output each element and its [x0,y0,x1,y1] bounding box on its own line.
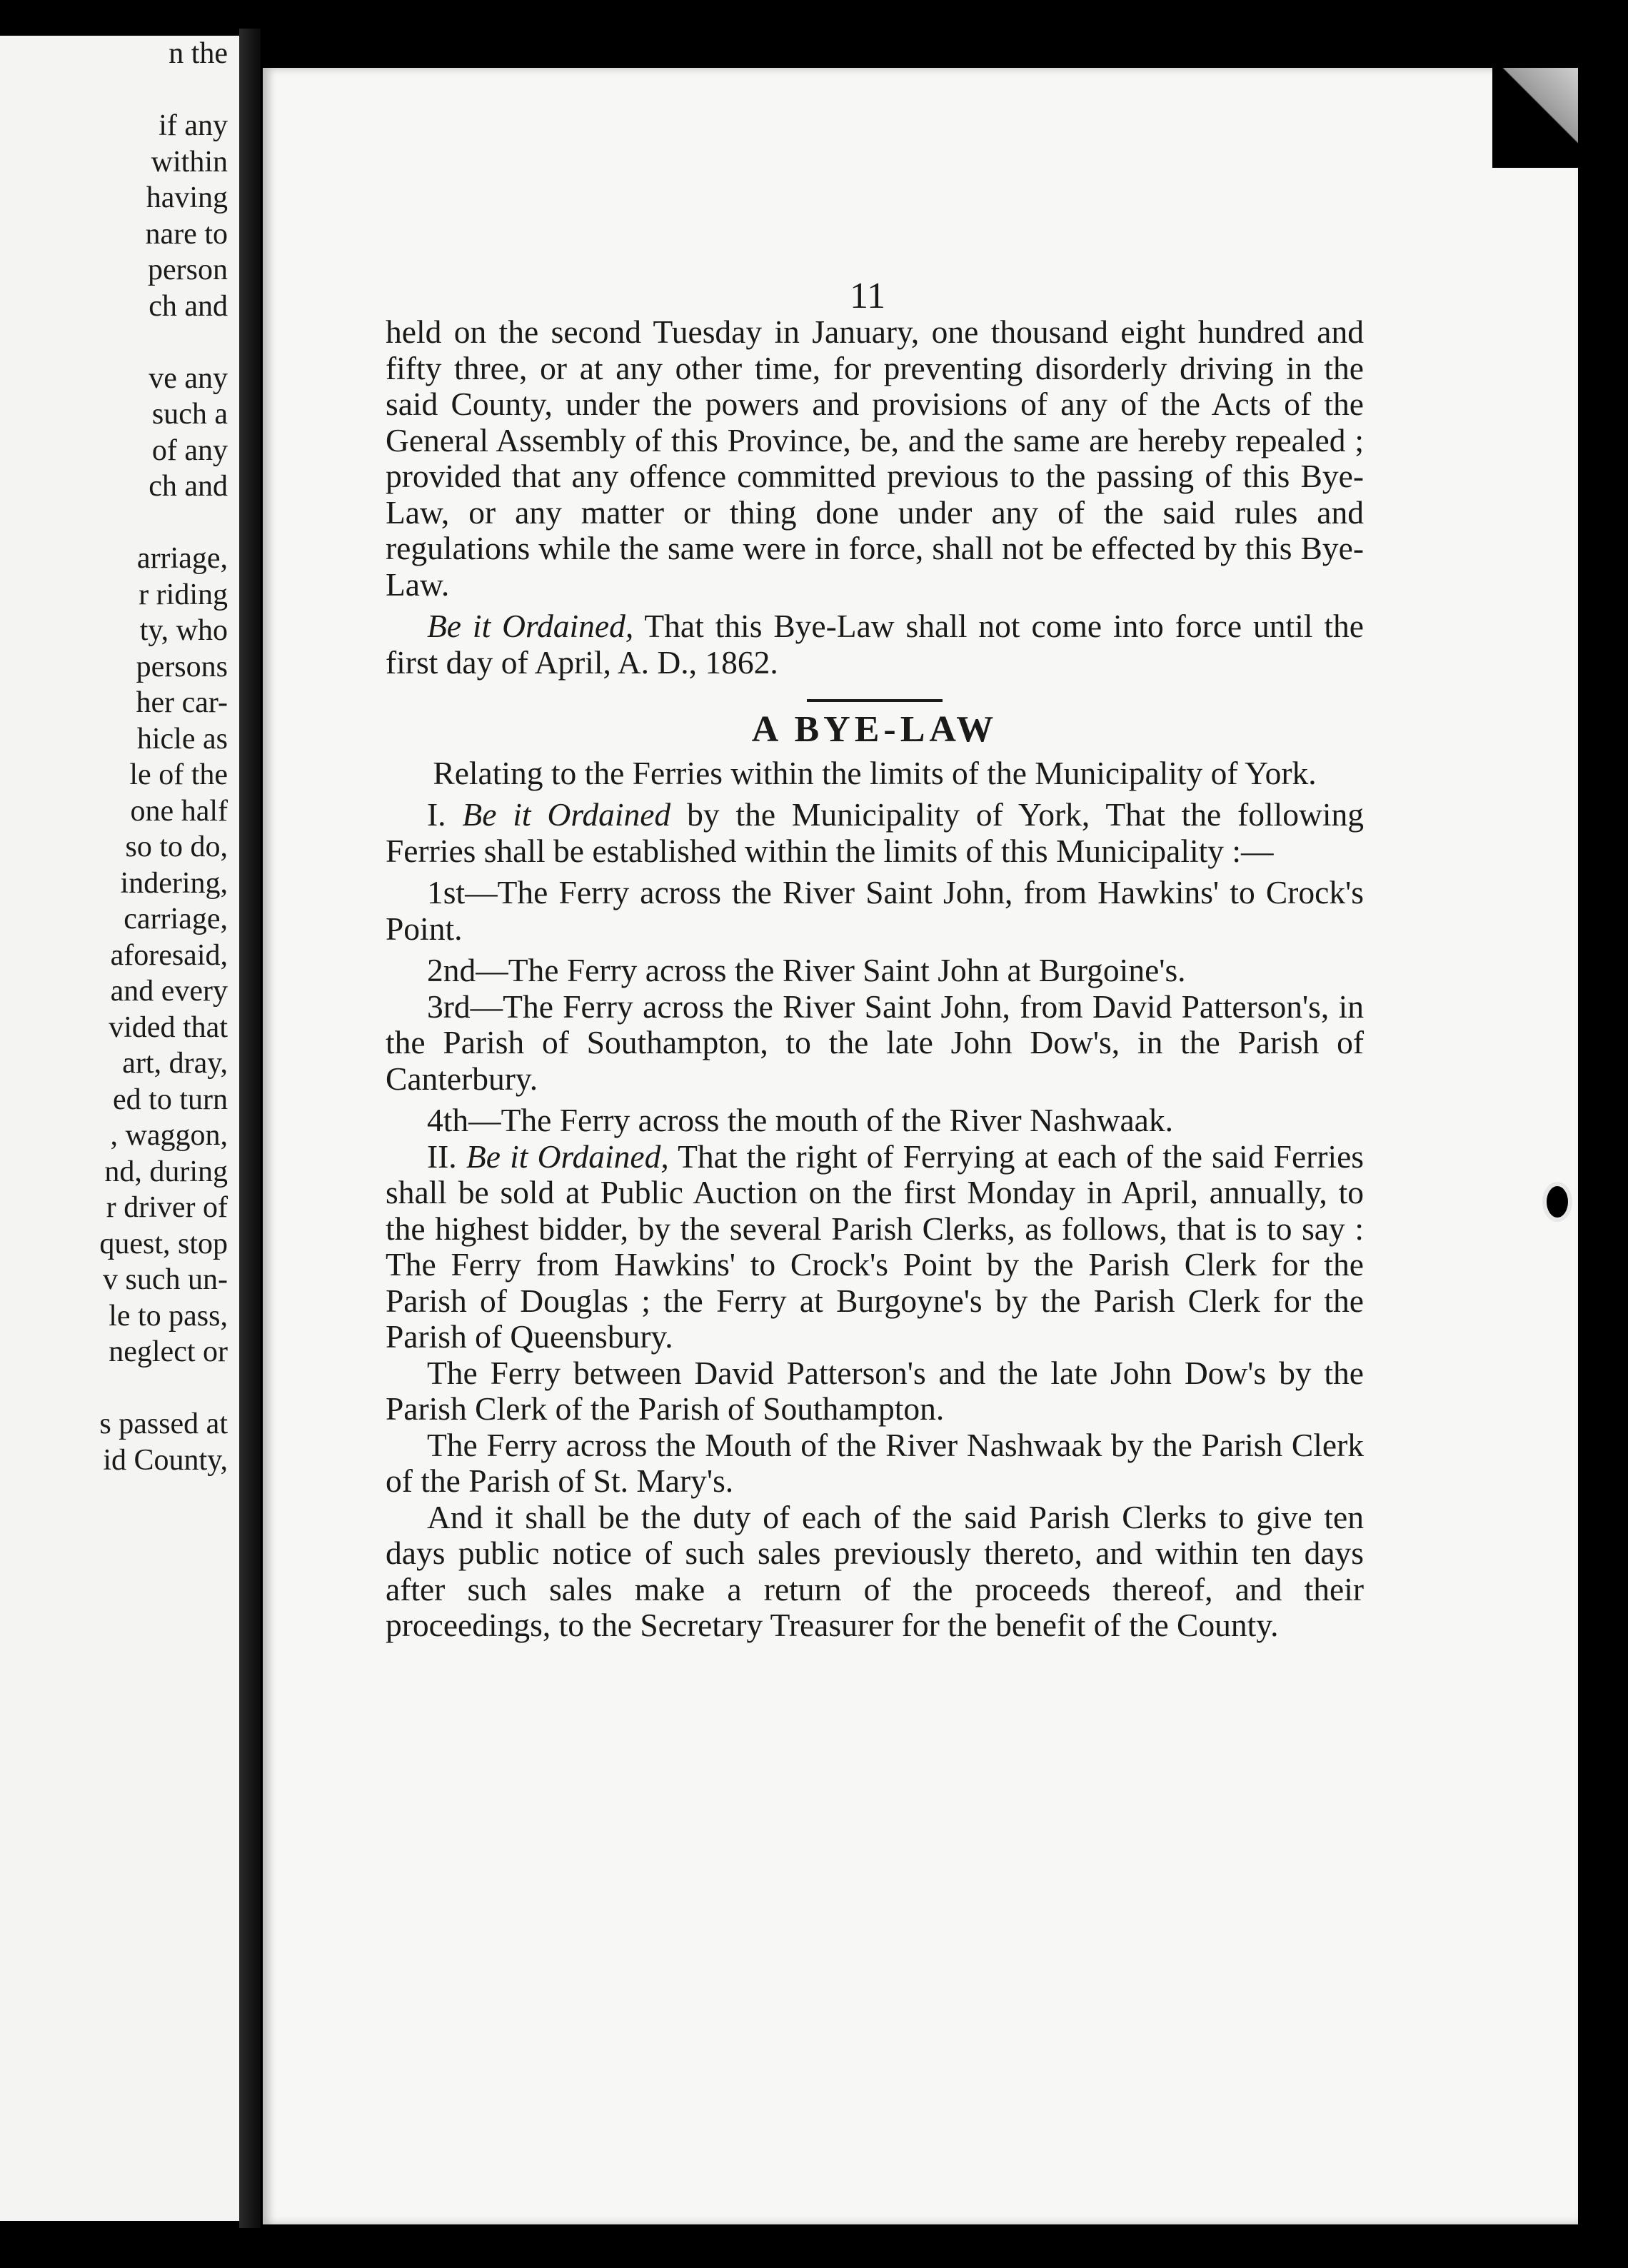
left-page-line: person [148,254,228,286]
ordained-phrase: Be it Ordained, [427,608,634,644]
ferry-item-3: 3rd—The Ferry across the River Saint John, from David Patterson's, in the Parish of Southampton, to the late John Dow's, in the Parish of Canterbury. [386,988,1364,1097]
left-page-line: ed to turn [113,1083,228,1116]
left-page-line: ch and [149,470,228,503]
section-1-number: I. [427,796,463,833]
left-page-line: s passed at [99,1408,228,1440]
left-page-line: if any [159,109,228,142]
left-page-line: le of the [129,758,228,791]
left-page-line: having [146,181,228,214]
left-page-line [99,324,228,361]
section-2 [386,1139,1364,1355]
left-page-line: arriage, [136,542,228,575]
left-page-line: r driver of [106,1191,228,1224]
left-page-line: ve any [149,361,228,395]
left-page-line: indering, [120,866,228,900]
left-page-line: so to do, [125,831,228,863]
left-page-line: id County, [103,1443,228,1477]
section-1 [386,797,1364,869]
section-1-ordained: Be it Ordained [462,796,671,833]
left-page-line: of any [151,433,228,467]
paragraph-clerk-duty: And it shall be the duty of each of the said Parish Clerks to give ten days public notice of such sales previously thereto, and within ten days after such sales make a return of the proceeds thereof, and their proceedings, to the Secretary Treasurer for the benefit of the County. [386,1498,1364,1643]
bye-law-subtitle: Relating to the Ferries within the limits of the Municipality of York. [433,754,1317,791]
section-2-text: That the right of Ferrying at each of the said Ferries shall be sold at Public Auction on the first Monday in April, annually, to the highest bidder, by the several Parish Clerks, as follows, that is to say : The Ferry from Hawkins' to Crock's Point by the Parish Clerk for the Parish of Douglas ; the Ferry at Burgoyne's by the Parish Clerk for the Parish of Queensbury. [386,1138,1365,1355]
left-page-line: nd, during [104,1155,228,1188]
left-page-line: such a [151,398,228,431]
left-page-line: one half [130,794,228,828]
left-page-line [99,1370,228,1407]
left-page-line: r riding [139,578,228,611]
left-page-line: neglect or [109,1335,228,1368]
left-page-line: carriage, [124,903,228,935]
left-page-line: art, dray, [122,1047,228,1080]
paragraph-repeal: held on the second Tuesday in January, one thousand eight hundred and fifty three, or at any other time, for preventing disorderly driving in the said County, under the powers and provisions of any of the Acts of the General Assembly of this Province, be, and the same are hereby repealed ; provided that any offence committed previous to the passing of this Bye-Law, or any matter or thing done under any of the said rules and regulations while the same were in force, shall not be effected by this Bye-Law. [386,313,1364,603]
left-page-line: nare to [145,217,228,251]
ferry-item-2: 2nd—The Ferry across the River Saint John at Burgoine's. [427,952,1186,988]
left-page-line: hicle as [136,722,228,756]
left-page-line: aforesaid, [110,938,228,972]
paragraph-nashwaak-ferry: The Ferry across the Mouth of the River Nashwaak by the Parish Clerk of the Parish of St. Mary's. [386,1426,1364,1499]
bye-law-heading: A BYE-LAW [751,709,998,750]
section-1-text: by the Municipality of York, That the following Ferries shall be established within the limits of this Municipality :— [386,796,1365,869]
ferry-item-4: 4th—The Ferry across the mouth of the River Nashwaak. [427,1102,1173,1138]
left-page-line: within [151,145,228,179]
left-page-line: n the [169,37,228,70]
paragraph-commencement [386,608,1364,681]
section-2-ordained: Be it Ordained, [466,1138,669,1175]
left-page-line: persons [136,650,228,683]
paragraph-commencement-text: That this Bye-Law shall not come into force until the first day of April, A. D., 1862. [386,608,1365,681]
left-page-line: , waggon, [110,1119,228,1152]
ferry-item-1: 1st—The Ferry across the River Saint John, from Hawkins' to Crock's Point. [386,874,1364,947]
book-gutter [239,29,261,2228]
page-text [386,314,1364,1644]
left-page-line [99,72,228,109]
left-page-line: vided that [109,1010,228,1044]
left-page-line: ch and [149,289,228,323]
section-rule [807,699,943,702]
page-number: 11 [850,276,886,316]
page-speck [1542,1182,1572,1222]
left-page-line: v such un- [103,1263,228,1296]
facing-left-page [0,36,242,2221]
left-page-line [99,505,228,541]
section-2-number: II. [427,1138,466,1175]
left-page-line: ty, who [139,614,228,647]
left-page-line: quest, stop [99,1227,228,1260]
left-page-line: her car- [136,686,228,719]
paragraph-patterson-ferry: The Ferry between David Patterson's and the late John Dow's by the Parish Clerk of the Parish of Southampton. [386,1354,1364,1427]
left-page-text [99,36,228,1478]
left-page-line: le to pass, [109,1299,228,1333]
page-corner [1492,68,1578,168]
left-page-line: and every [110,975,228,1008]
